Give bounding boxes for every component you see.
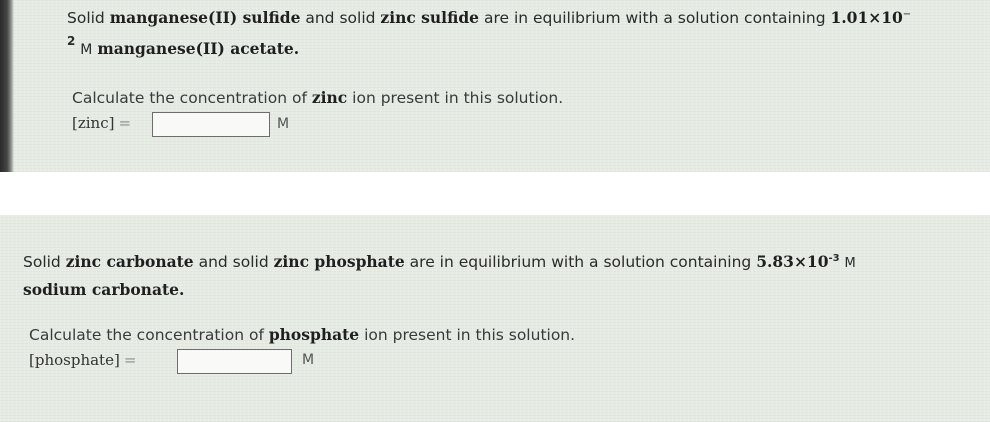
question-2-prompt-text: Calculate the concentration of: [29, 326, 269, 344]
phosphate-label: [phosphate]: [29, 351, 120, 369]
question-2-target-ion: phosphate: [268, 325, 360, 344]
zinc-label: [zinc]: [72, 114, 115, 132]
question-2-inline-unit: M: [844, 256, 856, 271]
question-panel-1: [0, 0, 990, 172]
phosphate-unit-label: M: [302, 352, 315, 368]
question-2-prompt: [29, 324, 575, 347]
question-1-compound-1: manganese(II) sulfide: [109, 8, 301, 27]
zinc-unit-label: M: [277, 116, 290, 132]
question-1-answer-label: [72, 113, 135, 134]
question-1-text: Solid: [67, 9, 110, 27]
zinc-answer-input[interactable]: [152, 112, 270, 137]
question-1-statement-line-2: [67, 36, 299, 61]
question-2-text: and solid: [193, 253, 274, 271]
question-2-statement-line-1: [23, 251, 856, 274]
question-2-compound-1: zinc carbonate: [65, 252, 194, 271]
question-2-prompt-text: ion present in this solution.: [359, 326, 576, 344]
question-1-prompt: [72, 87, 563, 110]
question-1-text: are in equilibrium with a solution containing: [479, 9, 831, 27]
question-panel-2: [0, 215, 990, 422]
question-2-compound-2: zinc phosphate: [273, 252, 405, 271]
question-2-exponent: -3: [828, 252, 840, 264]
question-1-concentration: 1.01×10: [830, 8, 903, 27]
question-1-prompt-text: Calculate the concentration of: [72, 89, 312, 107]
question-1-statement-line-1: [67, 7, 911, 30]
question-1-text: and solid: [300, 9, 381, 27]
window-edge: [0, 0, 14, 172]
question-2-answer-label: [29, 350, 140, 371]
equals-sign: =: [118, 114, 132, 132]
question-1-exponent-sign: −: [902, 8, 912, 20]
question-2-concentration: 5.83×10: [756, 252, 829, 271]
question-2-text: are in equilibrium with a solution containing: [404, 253, 757, 271]
question-2-statement-line-2: [23, 279, 184, 302]
question-1-exponent: 2: [67, 34, 76, 48]
question-2-text: Solid: [23, 253, 66, 271]
question-1-target-ion: zinc: [311, 88, 348, 107]
question-1-inline-unit: M: [80, 42, 93, 59]
question-1-salt-name: manganese(II) acetate.: [97, 39, 300, 59]
question-1-compound-2: zinc sulfide: [380, 8, 480, 27]
question-2-salt-name: sodium carbonate.: [23, 280, 185, 299]
question-1-prompt-text: ion present in this solution.: [347, 89, 564, 107]
equals-sign: =: [123, 351, 137, 369]
phosphate-answer-input[interactable]: [177, 349, 292, 374]
